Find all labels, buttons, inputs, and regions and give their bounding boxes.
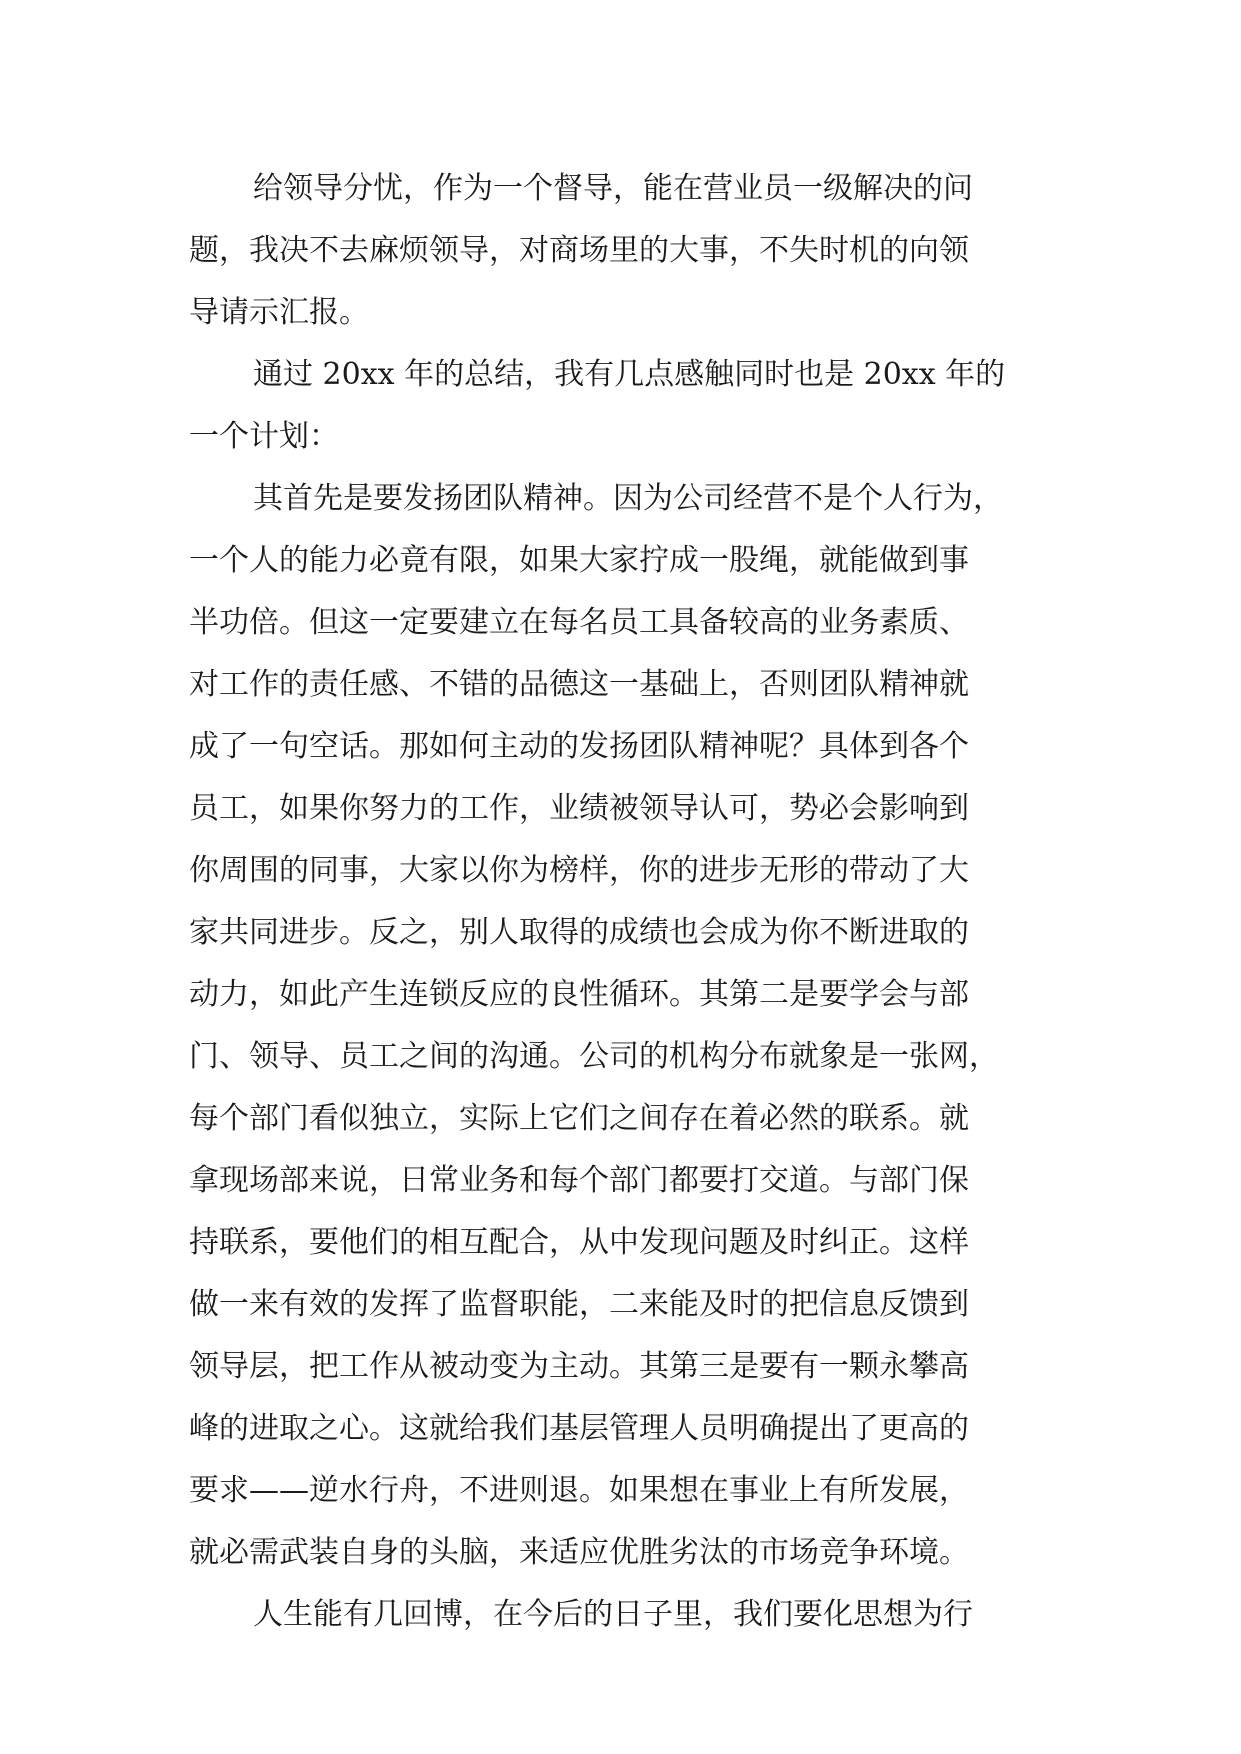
text-line: 一个计划： [189,419,339,454]
text-line: 家共同进步。反之，别人取得的成绩也会成为你不断进取的 [189,915,969,950]
text-line: 就必需武装自身的头脑，来适应优胜劣汰的市场竞争环境。 [189,1535,969,1570]
text-line: 要求——逆水行舟，不进则退。如果想在事业上有所发展， [189,1473,969,1508]
text-line: 成了一句空话。那如何主动的发扬团队精神呢？具体到各个 [189,729,969,764]
text-line: 持联系，要他们的相互配合，从中发现问题及时纠正。这样 [189,1225,969,1260]
text-line: 门、领导、员工之间的沟通。公司的机构分布就象是一张网， [189,1039,999,1074]
text-line: 每个部门看似独立，实际上它们之间存在着必然的联系。就 [189,1101,969,1136]
text-line: 做一来有效的发挥了监督职能，二来能及时的把信息反馈到 [189,1287,969,1322]
text-line: 题，我决不去麻烦领导，对商场里的大事，不失时机的向领 [189,233,969,268]
text-line: 通过 20xx 年的总结，我有几点感触同时也是 20xx 年的 [253,357,1006,392]
text-line: 领导层，把工作从被动变为主动。其第三是要有一颗永攀高 [189,1349,969,1384]
text-line: 其首先是要发扬团队精神。因为公司经营不是个人行为， [253,481,1003,516]
text-line: 导请示汇报。 [189,295,369,330]
text-line: 拿现场部来说，日常业务和每个部门都要打交道。与部门保 [189,1163,969,1198]
text-line: 给领导分忧，作为一个督导，能在营业员一级解决的问 [253,171,973,206]
text-line: 员工，如果你努力的工作，业绩被领导认可，势必会影响到 [189,791,969,826]
text-line: 一个人的能力必竟有限，如果大家拧成一股绳，就能做到事 [189,543,969,578]
text-line: 峰的进取之心。这就给我们基层管理人员明确提出了更高的 [189,1411,969,1446]
text-line: 对工作的责任感、不错的品德这一基础上，否则团队精神就 [189,667,969,702]
text-line: 人生能有几回博，在今后的日子里，我们要化思想为行 [253,1597,973,1632]
body-text [189,158,1069,1646]
text-line: 动力，如此产生连锁反应的良性循环。其第二是要学会与部 [189,977,969,1012]
text-line: 半功倍。但这一定要建立在每名员工具备较高的业务素质、 [189,605,969,640]
text-line: 你周围的同事，大家以你为榜样，你的进步无形的带动了大 [189,853,969,888]
